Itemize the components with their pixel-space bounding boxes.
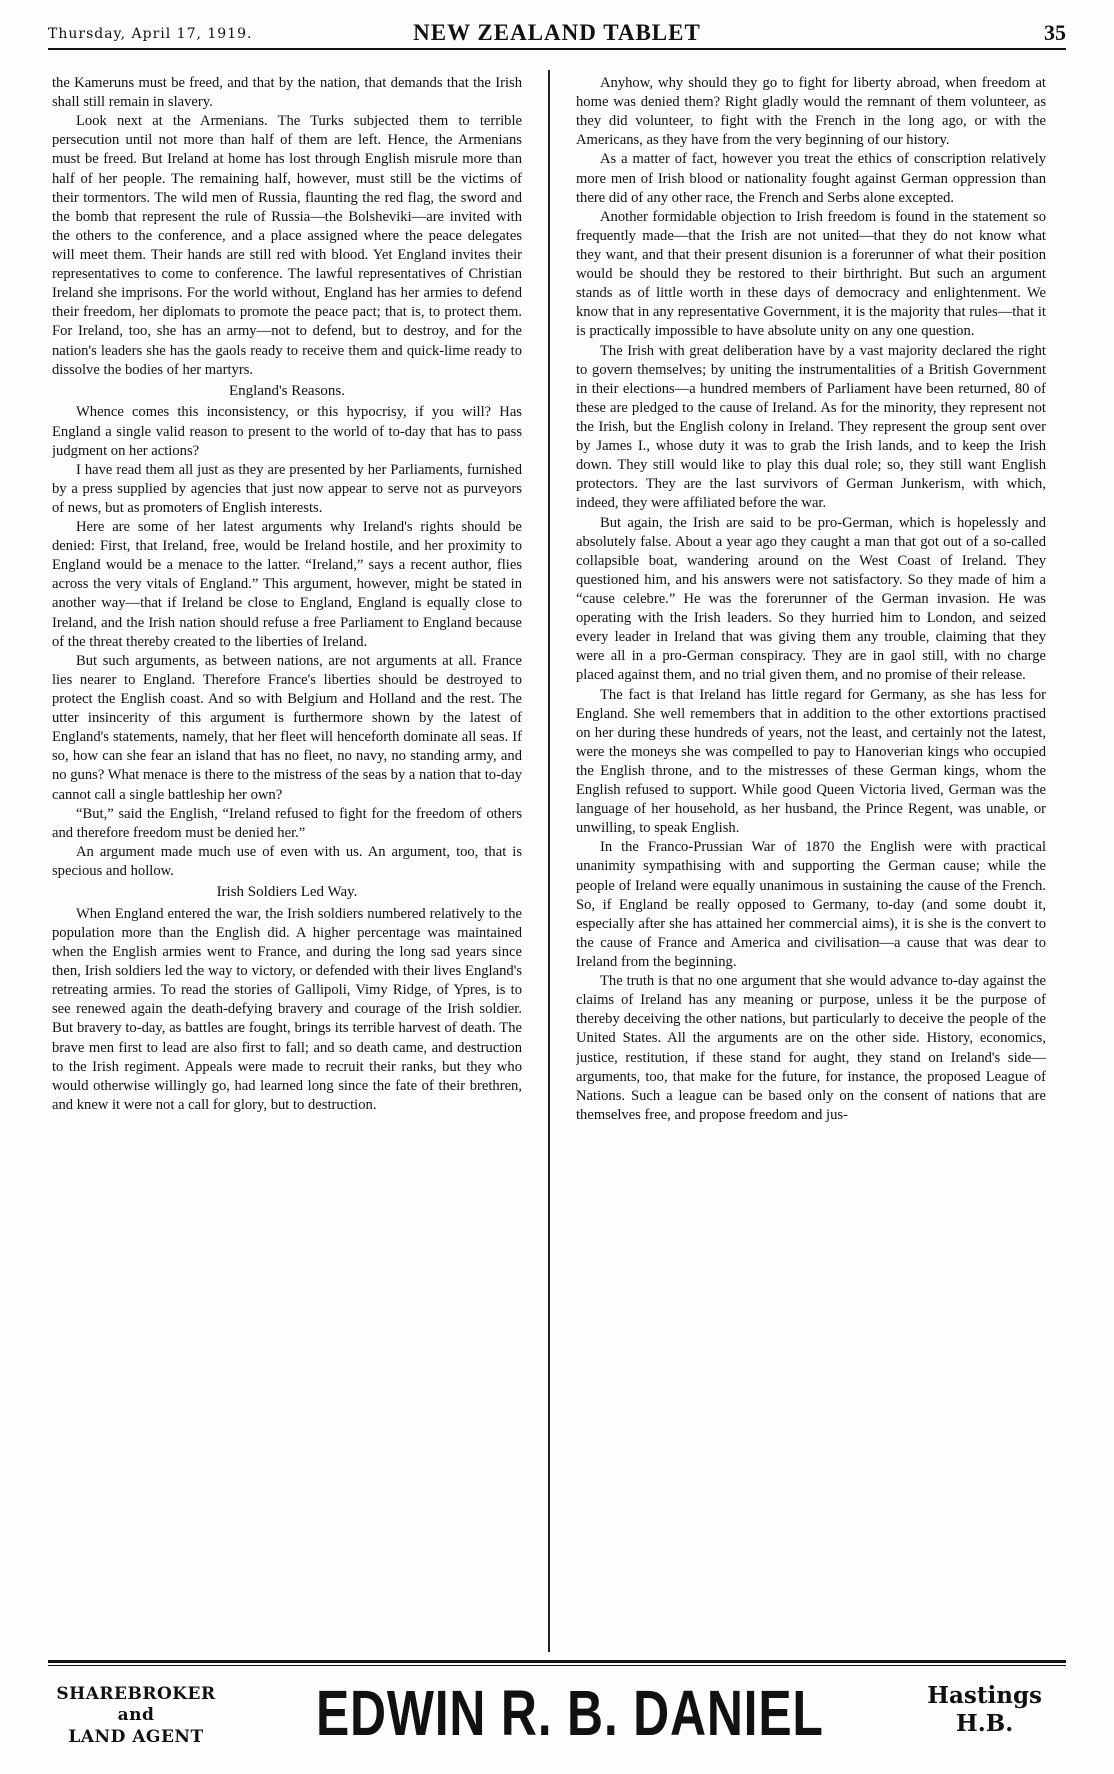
paragraph: An argument made much use of even with us. An argument, too, that is specious and hollow. <box>52 843 522 880</box>
paragraph: But again, the Irish are said to be pro-German, which is hopelessly and absolutely false. About a year ago they caught a man that got out of a so-called collapsible boat, wandering around on the West Coast of Ireland. They questioned him, and his answers were not satisfactory. So they made of him a “cause celebre.” He was the forerunner of the German invasion. He was operating with the Irish leaders. So they hurried him to London, and seized every leader in Ireland that was giving them any trouble, claiming that they were all in a pro-German conspiracy. They are in gaol still, with no charge placed against them, and no trial given them, and no promise of their release. <box>576 514 1046 684</box>
ad-business-name: EDWIN R. B. DANIEL <box>315 1677 824 1749</box>
page-header <box>48 18 1066 50</box>
section-heading: Irish Soldiers Led Way. <box>216 884 358 901</box>
paragraph: Another formidable objection to Irish freedom is found in the statement so frequently made—that the Irish are not united—that they do not know what they want, and that their present disunion is a forerunner of what their position would be should they be restored to their birthright. But such an argument stands as of little worth in these days of democracy and enlightenment. We know that in any representative Government, it is the majority that rules—that it is practically impossible to have absolute unity on any one question. <box>576 208 1046 340</box>
paragraph: The truth is that no one argument that she would advance to-day against the claims of Ireland has any meaning or purpose, unless it be the purpose of thereby deceiving the other nations, but particularly to deceive the people of the United States. All the arguments are on the other side. History, economics, justice, restitution, if these stand for aught, they stand on Ireland's side—arguments, too, that make for the future, for instance, the proposed League of Nations. Such a league can be based only on the consent of nations that are themselves free, and propose freedom and jus- <box>576 973 1046 1123</box>
paragraph: Look next at the Armenians. The Turks subjected them to terrible persecution until not more than half of them are left. Hence, the Armenians must be freed. But Ireland at home has lost through English misrule more than half of her people. The remaining half, however, must still be the victims of their tormentors. The wild men of Russia, flaunting the red flag, the sword and the bomb that represent the rule of Russia—the Bolsheviki—are invited with the others to the conference, and a place assigned where the peace delegates will meet them. Their hands are still red with blood. Yet England invites their representatives to come to conference. The lawful representatives of Christian Ireland she imprisons. For the world without, England has her armies to defend their freedom, her diplomats to promote the peace pact; that is, to protect them. For Ireland, too, she has an army—not to defend, but to destroy, and for the nation's leaders she has the gaols ready to receive them and quick-lime ready to dissolve the bodies of her martyrs. <box>52 113 522 378</box>
paragraph: I have read them all just as they are presented by her Parliaments, furnished by a press supplied by agencies that just now appear to serve not as purveyors of news, but as promoters of English interests. <box>52 461 522 516</box>
paragraph: “But,” said the English, “Ireland refused to fight for the freedom of others and therefore freedom must be denied her.” <box>52 805 522 841</box>
footer-rule-thin <box>48 1665 1066 1666</box>
ad-line: SHAREBROKER <box>56 1684 216 1704</box>
paragraph: When England entered the war, the Irish soldiers numbered relatively to the population more than the English did. A higher percentage was maintained when the English armies went to France, and during the long sad years since then, Irish soldiers led the way to victory, or defended with their lives England's retreating armies. To read the stories of Gallipoli, Vimy Ridge, of Ypres, is to see renewed again the death-defying bravery and courage of the Irish soldier. But bravery to-day, as battles are fought, brings its terrible harvest of death. The brave men first to lead are also first to fall; and so death came, and destruction to the Irish regiment. Appeals were made to recruit their ranks, but they who would otherwise willingly go, had learned long since the fate of their brethren, and knew it were not a call for glory, but to destruction. <box>52 905 522 1113</box>
ad-line: LAND AGENT <box>68 1726 204 1747</box>
paragraph: The Irish with great deliberation have by a vast majority declared the right to govern themselves; by uniting the instrumentalities of a British Government in their elections—a hundred members of Parliament have been returned, 80 of these are pledged to the cause of Ireland. As for the minority, they represent not the Irish, but the English colony in Ireland. They represent the group sent over by James I., whose duty it was to grab the Irish lands, and to keep the Irish down. They still would like to play this dual role; so, they still want English protectors. They are the last survivors of German Junkerism, with which, indeed, they were affiliated before the war. <box>576 342 1046 512</box>
footer-rule <box>48 1660 1066 1663</box>
paragraph: Anyhow, why should they go to fight for liberty abroad, when freedom at home was denied them? Right gladly would the remnant of them volunteer, as they did volunteer, to fight with the French in the long ago, or with the Americans, as they have from the very beginning of our history. <box>576 75 1046 149</box>
ad-location <box>927 1682 1042 1737</box>
issue-date: Thursday, April 17, 1919. <box>48 26 253 42</box>
paragraph: The fact is that Ireland has little regard for Germany, as she has less for England. She well remembers that in addition to the other extortions practised on her during these hundreds of years, not the least, and certainly not the latest, were the moneys she was compelled to pay to Hanoverian kings who occupied the English throne, and to the mistresses of these German kings, whom the English refused to support. While good Queen Victoria lived, German was the language of her household, as her husband, the Prince Regent, was unable, or unwilling, to speak English. <box>576 686 1046 837</box>
ad-line: H.B. <box>956 1709 1014 1737</box>
left-column <box>52 74 522 1644</box>
ad-line: and <box>117 1705 155 1726</box>
section-heading: England's Reasons. <box>228 382 346 399</box>
paragraph: As a matter of fact, however you treat the ethics of conscription relatively more men of Irish blood or nationality fought against German oppression than there did of any other race, the French and Serbs alone excepted. <box>576 151 1046 206</box>
page-number: 35 <box>1044 20 1066 45</box>
right-column <box>576 74 1046 1644</box>
paragraph: Here are some of her latest arguments why Ireland's rights should be denied: First, that Ireland, free, would be Ireland hostile, and her proximity to England would be a menace to the latter. “Ireland,” says a recent author, flies across the very vitals of England.” This argument, however, might be stated in another way—that if Ireland be close to England, England is equally close to Ireland, and the Irish nation should refuse a free Parliament to England because of the threat thereby created to the liberties of Ireland. <box>52 519 522 650</box>
advertisement <box>48 1672 1066 1764</box>
column-divider <box>548 70 550 1652</box>
ad-occupation <box>56 1684 216 1748</box>
paragraph: Whence comes this inconsistency, or this hypocrisy, if you will? Has England a single valid reason to present to the world of to-day that has to pass judgment on her actions? <box>52 404 522 459</box>
paragraph: the Kameruns must be freed, and that by the nation, that demands that the Irish shall still remain in slavery. <box>52 75 522 111</box>
paragraph: But such arguments, as between nations, are not arguments at all. France lies nearer to England. Therefore France's liberties should be destroyed to protect the English coast. And so with Belgium and Holland and the rest. The utter insincerity of this argument is furthermore shown by the latest of England's statements, namely, that her fleet will henceforth dominate all seas. If so, how can she fear an island that has no fleet, no navy, no standing army, and no guns? What menace is there to the mistress of the seas by a nation that to-day cannot call a single battleship her own? <box>52 652 522 803</box>
publication-title: NEW ZEALAND TABLET <box>413 20 701 45</box>
paragraph: In the Franco-Prussian War of 1870 the English were with practical unanimity sympathising with and supporting the German cause; while the people of Ireland were equally unanimous in sustaining the cause of the French. So, if England be really opposed to Germany, to-day (and some doubt it, especially after she has attained her commercial aims), it is she is the convert to the cause of France and America and civilisation—a cause that was dear to Ireland from the beginning. <box>576 839 1046 971</box>
ad-line: Hastings <box>927 1682 1042 1709</box>
